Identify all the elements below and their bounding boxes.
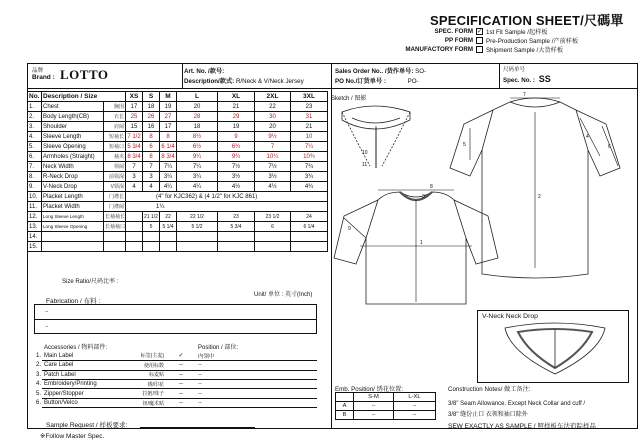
form-type-list xyxy=(396,27,636,54)
measurement-value[interactable]: 23 xyxy=(218,212,255,222)
measurement-name-zh: 长袖袖口 xyxy=(104,222,126,232)
column-header: S-M xyxy=(354,393,394,402)
measurement-name-zh: 袖夹 xyxy=(104,152,126,162)
table-row xyxy=(28,202,328,212)
measurement-value[interactable] xyxy=(291,232,328,242)
measurement-value[interactable]: 6 xyxy=(255,222,291,232)
accessory-name-zh: 标麦贴 xyxy=(114,370,166,379)
column-header xyxy=(336,393,354,402)
brand-zh: 品牌 xyxy=(32,68,44,74)
unit-label: Unit/ 单位 : 英寸(Inch) xyxy=(254,292,313,298)
measurement-name: Neck Width xyxy=(42,162,104,172)
measurement-value[interactable]: 7½ xyxy=(255,162,291,172)
measurement-name: Long Sleeve Length xyxy=(42,212,104,222)
measurement-value[interactable]: 28 xyxy=(177,112,218,122)
form-type-row xyxy=(396,27,636,36)
measurement-value[interactable] xyxy=(218,232,255,242)
table-cell[interactable]: -- xyxy=(394,411,436,420)
measurement-value[interactable]: 9 xyxy=(218,132,255,142)
measurement-value[interactable]: 5 1/2 xyxy=(177,222,218,232)
fabrication-line: -- xyxy=(45,309,49,315)
measurement-value[interactable]: 3¼ xyxy=(160,172,177,182)
accessory-name: Embroidery/Printing xyxy=(42,380,114,389)
measurement-value[interactable] xyxy=(255,242,291,252)
spec-no-zh: 尺码单号 xyxy=(503,67,526,73)
table-row xyxy=(28,182,328,192)
brand-label: Brand : xyxy=(32,74,55,81)
accessories-table xyxy=(34,342,317,408)
accessory-check[interactable]: ✓ xyxy=(166,351,196,360)
measurement-value[interactable]: 9¼ xyxy=(177,152,218,162)
measurement-value[interactable]: 6 1/4 xyxy=(291,222,328,232)
measurement-value[interactable]: 18 xyxy=(143,102,160,112)
row-number: 3. xyxy=(28,122,42,132)
accessory-position[interactable]: -- xyxy=(196,370,317,379)
accessory-row xyxy=(34,389,317,398)
measurement-value[interactable]: 7 xyxy=(126,162,143,172)
dimension-label: 3 xyxy=(422,194,425,200)
form-type-name: MANUFACTORY FORM xyxy=(405,46,473,53)
vneck-sketch xyxy=(500,322,610,382)
measurement-value[interactable]: 4 xyxy=(126,182,143,192)
accessory-row xyxy=(34,351,317,360)
measurement-value[interactable]: 3½ xyxy=(218,172,255,182)
po-value[interactable]: PO- xyxy=(407,78,419,85)
measurement-note[interactable]: (4" for KJC362) & (4 1/2" for KJC 861) xyxy=(126,192,328,202)
fabrication-line: -- xyxy=(45,324,49,330)
row-number: 6. xyxy=(28,152,42,162)
measurement-name-zh: 短袖长 xyxy=(104,132,126,142)
dimension-label: 10 xyxy=(362,150,368,156)
accessory-row xyxy=(34,370,317,379)
dimension-label: 5 xyxy=(463,142,466,148)
measurement-value[interactable] xyxy=(126,232,143,242)
table-cell: A xyxy=(336,402,354,411)
accessory-check[interactable]: -- xyxy=(166,370,196,379)
measurement-value[interactable]: 15 xyxy=(126,122,143,132)
measurement-name-zh: 衣长 xyxy=(104,112,126,122)
measurement-value[interactable]: 7 xyxy=(143,162,160,172)
measurement-name-zh xyxy=(104,232,126,242)
measurement-value[interactable]: 8 3/4 xyxy=(127,153,141,160)
measurement-value[interactable]: 27 xyxy=(160,112,177,122)
measurement-value[interactable] xyxy=(126,222,143,232)
column-header: 2XL xyxy=(255,92,291,102)
row-number: 1. xyxy=(28,102,42,112)
accessories-label: Accessories / 物料部件: xyxy=(44,345,108,352)
measurement-value[interactable]: 9½ xyxy=(255,132,291,142)
measurement-value[interactable]: 23 xyxy=(291,102,328,112)
table-row xyxy=(28,122,328,132)
measurement-name: Sleeve Length xyxy=(42,132,104,142)
measurement-value[interactable]: 7¼ xyxy=(291,142,328,152)
table-row xyxy=(28,132,328,142)
column-header: Description / Size xyxy=(42,92,126,102)
accessory-position[interactable]: -- xyxy=(196,398,317,407)
checkbox[interactable]: ✓ xyxy=(477,29,483,35)
column-header: XS xyxy=(126,92,143,102)
row-number: 8. xyxy=(28,172,42,182)
row-number: 11. xyxy=(28,202,42,212)
measurement-value[interactable]: 5 3/4 xyxy=(127,143,141,150)
column-header: 3XL xyxy=(291,92,328,102)
table-row xyxy=(28,222,328,232)
dimension-label: 1 xyxy=(420,240,423,246)
measurement-value[interactable] xyxy=(177,232,218,242)
measurement-value[interactable] xyxy=(126,212,143,222)
measurement-name-zh: V领深 xyxy=(104,182,126,192)
table-row xyxy=(28,232,328,242)
dimension-label: 6 xyxy=(608,144,611,150)
measurement-value[interactable]: 20 xyxy=(177,102,218,112)
accessory-number: 3. xyxy=(36,371,42,378)
measurement-value[interactable]: 9¾ xyxy=(218,152,255,162)
construction-notes xyxy=(448,393,636,430)
measurement-value[interactable] xyxy=(291,242,328,252)
accessory-name-zh: 标签(主麦) xyxy=(114,351,166,360)
measurement-value[interactable]: 3¼ xyxy=(177,172,218,182)
dimension-label: 11 xyxy=(362,162,368,168)
measurement-value[interactable]: 19 xyxy=(160,102,177,112)
measurement-value[interactable] xyxy=(126,242,143,252)
row-number: 10. xyxy=(28,192,42,202)
measurement-value[interactable]: 6½ xyxy=(177,142,218,152)
form-type-row xyxy=(396,36,636,45)
measurement-value[interactable]: 5 1/4 xyxy=(160,222,177,232)
accessory-row xyxy=(34,361,317,370)
measurement-value[interactable]: 8 xyxy=(143,132,160,142)
form-type-row xyxy=(396,45,636,54)
row-number: 2. xyxy=(28,112,42,122)
accessory-number: 5. xyxy=(36,390,42,397)
spec-no-label: Spec. No. : xyxy=(503,77,535,84)
accessory-check[interactable]: -- xyxy=(166,361,196,370)
measurement-value[interactable]: 4½ xyxy=(218,182,255,192)
measurement-value[interactable]: 3 xyxy=(126,172,143,182)
row-number: 15. xyxy=(28,242,42,252)
column-header: L-XL xyxy=(394,393,436,402)
table-row xyxy=(28,162,328,172)
description-value[interactable]: R/Neck & V/Neck Jersey xyxy=(235,78,304,85)
measurement-value[interactable]: 19 xyxy=(218,122,255,132)
sketch-label: Sketch / 图影 xyxy=(331,96,367,102)
table-row xyxy=(28,102,328,112)
measurement-value[interactable]: 10 xyxy=(291,132,328,142)
vneck-drop-label: V-Neck Neck Drop xyxy=(482,313,538,320)
table-row xyxy=(28,112,328,122)
measurement-name-zh: 领阔 xyxy=(104,162,126,172)
dimension-label: 4 xyxy=(586,134,589,140)
measurement-value[interactable]: 21 xyxy=(218,102,255,112)
measurement-value[interactable]: 8 xyxy=(143,152,160,162)
measurement-value[interactable]: 21 xyxy=(291,122,328,132)
spec-table xyxy=(27,91,328,252)
measurement-value[interactable]: 7¼ xyxy=(177,162,218,172)
measurement-value[interactable]: 8½ xyxy=(177,132,218,142)
accessory-position[interactable]: -- xyxy=(196,389,317,398)
measurement-value[interactable]: 8 3/4 xyxy=(161,153,175,160)
measurement-name-zh: 前领深 xyxy=(104,172,126,182)
column-header: No. xyxy=(28,92,42,102)
accessory-name: Main Label xyxy=(42,351,114,360)
measurement-name: V-Neck Drop xyxy=(42,182,104,192)
column-header: L xyxy=(177,92,218,102)
measurement-value[interactable]: 24 xyxy=(291,212,328,222)
sheet-title: SPECIFICATION SHEET/尺碼單 xyxy=(430,13,624,28)
accessory-number: 2. xyxy=(36,362,42,369)
sample-request-line[interactable] xyxy=(140,427,255,428)
dimension-label: 8 xyxy=(430,184,433,190)
po-label: PO No./订货单号 : xyxy=(335,78,386,85)
measurement-value[interactable] xyxy=(177,242,218,252)
measurement-value[interactable]: 22 xyxy=(160,212,177,222)
form-type-label: Pre-Production Sample /产前样板 xyxy=(486,38,579,45)
checkbox[interactable] xyxy=(476,37,483,44)
emb-position-table xyxy=(335,392,436,420)
sales-order-label: Sales Order No.. /货作单号: xyxy=(335,68,414,75)
measurement-value[interactable]: 22 1/2 xyxy=(177,212,218,222)
column-header: S xyxy=(143,92,160,102)
measurement-value[interactable]: 4¾ xyxy=(291,182,328,192)
follow-master-note: ※Follow Master Spec. xyxy=(40,433,105,440)
measurement-name: Sleeve Opening xyxy=(42,142,104,152)
sales-order-value[interactable]: SO- xyxy=(415,68,427,75)
measurement-name-zh: 胸围 xyxy=(104,102,126,112)
measurement-value[interactable]: 23 1/2 xyxy=(255,212,291,222)
dimension-label: 7 xyxy=(523,92,526,98)
accessory-number: 1. xyxy=(36,353,42,360)
measurement-value[interactable] xyxy=(218,242,255,252)
checkbox[interactable] xyxy=(476,46,483,53)
dimension-label: 2 xyxy=(538,194,541,200)
measurement-value[interactable]: 29 xyxy=(218,112,255,122)
accessories-header xyxy=(34,342,317,351)
construction-note-line: 3/8" 缝份止口 衣领和袖口除外 xyxy=(448,412,528,418)
dimension-label: 9 xyxy=(348,226,351,232)
table-row xyxy=(336,402,436,411)
measurement-value[interactable] xyxy=(143,242,160,252)
measurement-value[interactable]: 26 xyxy=(143,112,160,122)
measurement-name-zh: 门襟长 xyxy=(104,192,126,202)
measurement-name: Placket Width xyxy=(42,202,104,212)
garment-sketch xyxy=(330,92,636,308)
measurement-value[interactable]: 7 1/2 xyxy=(127,133,141,140)
measurement-value[interactable] xyxy=(143,232,160,242)
accessory-row xyxy=(34,380,317,389)
column-header: M xyxy=(160,92,177,102)
measurement-value[interactable]: 4 xyxy=(143,182,160,192)
size-ratio-label: Size Ratio/尺码比率 : xyxy=(62,279,119,285)
art-no-label: Art. No. /款号: xyxy=(184,68,225,75)
row-number: 7. xyxy=(28,162,42,172)
measurement-value[interactable]: 7½ xyxy=(218,162,255,172)
measurement-value[interactable]: 7¼ xyxy=(160,162,177,172)
construction-note-line: 3/8" Seam Allowance. Except Neck Collar and cuff / xyxy=(448,401,586,407)
measurement-name-zh xyxy=(104,242,126,252)
accessory-name: Zipper/Stopper xyxy=(42,389,114,398)
construction-notes-label: Construction Notes/ 做工备注: xyxy=(448,386,531,393)
measurement-name: Long Sleeve Opening xyxy=(42,222,104,232)
measurement-value[interactable]: 4¼ xyxy=(177,182,218,192)
row-number: 12. xyxy=(28,212,42,222)
measurement-value[interactable]: 16 xyxy=(143,122,160,132)
accessory-check[interactable]: -- xyxy=(166,398,196,407)
accessory-name-zh: 绣/印花 xyxy=(114,380,166,389)
sample-request-label: Sample Request / 样板要求: xyxy=(46,422,128,429)
table-row xyxy=(28,142,328,152)
construction-note-line: SEW EXACTLY AS SAMPLE / 照样板车法追踪样品 xyxy=(448,423,596,430)
column-header: XL xyxy=(218,92,255,102)
emb-position-label: Emb. Position/ 绣花位置: xyxy=(335,386,404,393)
measurement-value[interactable]: 3¾ xyxy=(291,172,328,182)
table-cell[interactable]: -- xyxy=(354,411,394,420)
measurement-value[interactable]: 10¾ xyxy=(291,152,328,162)
table-row xyxy=(28,172,328,182)
table-cell[interactable]: -- xyxy=(354,402,394,411)
measurement-value[interactable]: 7 xyxy=(255,142,291,152)
accessory-position[interactable]: -- xyxy=(196,380,317,389)
table-cell: B xyxy=(336,411,354,420)
measurement-value[interactable]: 30 xyxy=(255,112,291,122)
row-number: 13. xyxy=(28,222,42,232)
accessory-name: Button/Velco xyxy=(42,398,114,407)
accessory-position[interactable]: -- xyxy=(196,361,317,370)
table-cell[interactable]: -- xyxy=(394,402,436,411)
measurement-name-zh: 短袖口 xyxy=(104,142,126,152)
position-label: Position / 部位: xyxy=(198,345,239,352)
measurement-name: Placket Length xyxy=(42,192,104,202)
row-number: 9. xyxy=(28,182,42,192)
measurement-value[interactable]: 25 xyxy=(126,112,143,122)
measurement-value[interactable]: 20 xyxy=(255,122,291,132)
measurement-value[interactable]: 31 xyxy=(291,112,328,122)
table-row xyxy=(336,411,436,420)
measurement-value[interactable]: 22 xyxy=(255,102,291,112)
measurement-value[interactable] xyxy=(160,242,177,252)
measurement-name-zh: 肩阔 xyxy=(104,122,126,132)
measurement-name: Armholes (Straight) xyxy=(42,152,104,162)
table-row xyxy=(28,242,328,252)
form-type-label: Shipment Sample /大货样板 xyxy=(486,47,564,54)
measurement-value[interactable]: 17 xyxy=(160,122,177,132)
measurement-name xyxy=(42,232,104,242)
fabrication-box[interactable] xyxy=(34,304,317,334)
accessory-name-zh: 拉链/珠子 xyxy=(114,389,166,398)
fabrication-label: Fabrication / 布料 : xyxy=(46,298,101,305)
table-header-row xyxy=(28,92,328,102)
measurement-name xyxy=(42,242,104,252)
form-type-name: SPEC. FORM xyxy=(434,28,473,35)
table-row xyxy=(28,212,328,222)
spec-no-value[interactable]: SS xyxy=(538,74,551,84)
accessory-number: 4. xyxy=(36,381,42,388)
measurement-value[interactable]: 6¾ xyxy=(218,142,255,152)
accessory-row xyxy=(34,398,317,407)
accessory-check[interactable]: -- xyxy=(166,380,196,389)
measurement-name: R-Neck Drop xyxy=(42,172,104,182)
measurement-value[interactable]: 5 3/4 xyxy=(218,222,255,232)
accessory-name: Care Label xyxy=(42,361,114,370)
form-type-name: PP FORM xyxy=(444,37,473,44)
measurement-name: Shoulder xyxy=(42,122,104,132)
measurement-value[interactable]: 6 1/4 xyxy=(161,143,175,150)
measurement-value[interactable]: 5 xyxy=(143,222,160,232)
accessory-name-zh: 钮/魔术贴 xyxy=(114,398,166,407)
row-number: 4. xyxy=(28,132,42,142)
row-number: 5. xyxy=(28,142,42,152)
accessory-name-zh: 使用标数 xyxy=(114,361,166,370)
table-header-row xyxy=(336,393,436,402)
description-label: Description/款式: xyxy=(184,78,235,85)
measurement-value[interactable]: 4¼ xyxy=(160,182,177,192)
measurement-value[interactable]: 18 xyxy=(177,122,218,132)
measurement-value[interactable]: 7¾ xyxy=(291,162,328,172)
measurement-value[interactable]: 6 xyxy=(143,142,160,152)
divider xyxy=(35,319,316,320)
measurement-name: Body Length(CB) xyxy=(42,112,104,122)
table-row xyxy=(28,152,328,162)
measurement-value[interactable]: 3½ xyxy=(255,172,291,182)
measurement-value[interactable] xyxy=(255,232,291,242)
measurement-name-zh: 门襟阔 xyxy=(104,202,126,212)
measurement-name-zh: 长袖袖长 xyxy=(104,212,126,222)
measurement-name: Chest xyxy=(42,102,104,112)
measurement-note[interactable]: 1¼ xyxy=(126,202,328,212)
table-row xyxy=(28,192,328,202)
measurement-value[interactable] xyxy=(160,232,177,242)
measurement-value[interactable]: 8 xyxy=(160,132,177,142)
form-type-label: 1st Fit Sample /起样板 xyxy=(486,29,548,36)
measurement-value[interactable]: 3 xyxy=(143,172,160,182)
measurement-value[interactable]: 10¼ xyxy=(255,152,291,162)
accessory-position[interactable]: 内领中 xyxy=(196,351,317,360)
measurement-value[interactable]: 4½ xyxy=(255,182,291,192)
row-number: 14. xyxy=(28,232,42,242)
accessory-number: 6. xyxy=(36,400,42,407)
accessory-check[interactable]: -- xyxy=(166,389,196,398)
measurement-value[interactable]: 17 xyxy=(126,102,143,112)
accessory-name: Patch Label xyxy=(42,370,114,379)
measurement-value[interactable]: 21 1/2 xyxy=(144,213,158,220)
brand-value[interactable]: LOTTO xyxy=(60,67,109,82)
